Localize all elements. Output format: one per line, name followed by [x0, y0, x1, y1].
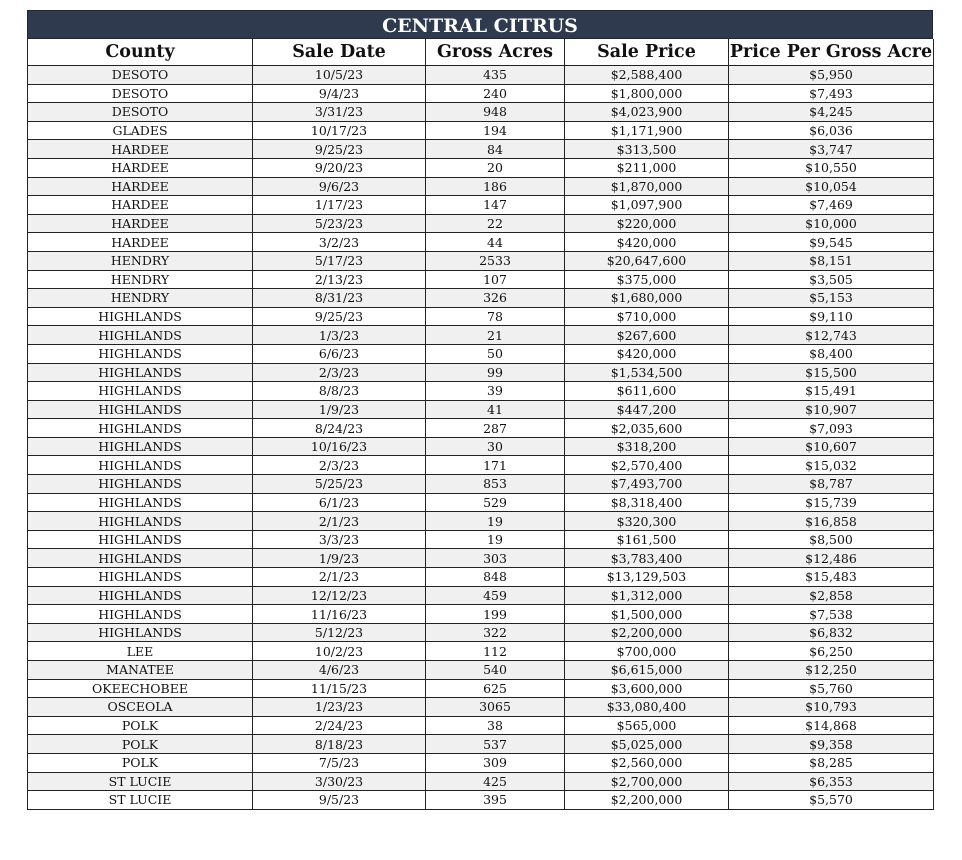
county-cell: LEE [28, 642, 253, 661]
sale-price-cell: $2,588,400 [565, 66, 729, 85]
price-per-acre-cell: $8,400 [729, 344, 934, 363]
table-row [28, 233, 934, 252]
sale-date-cell: 3/2/23 [253, 233, 426, 252]
sale-date-cell: 8/31/23 [253, 289, 426, 308]
price-per-acre-cell: $9,545 [729, 233, 934, 252]
gross-acres-cell: 107 [426, 270, 565, 289]
price-per-acre-cell: $8,500 [729, 530, 934, 549]
price-per-acre-cell: $5,950 [729, 66, 934, 85]
county-cell: ST LUCIE [28, 772, 253, 791]
gross-acres-cell: 44 [426, 233, 565, 252]
county-cell: HIGHLANDS [28, 568, 253, 587]
table-row [28, 177, 934, 196]
price-per-acre-cell: $7,538 [729, 605, 934, 624]
county-cell: HIGHLANDS [28, 493, 253, 512]
county-cell: HENDRY [28, 289, 253, 308]
gross-acres-cell: 99 [426, 363, 565, 382]
table-row [28, 512, 934, 531]
price-per-acre-cell: $9,358 [729, 735, 934, 754]
sale-date-cell: 10/16/23 [253, 437, 426, 456]
header-gross-acres: Gross Acres [426, 39, 565, 66]
county-cell: DESOTO [28, 84, 253, 103]
gross-acres-cell: 112 [426, 642, 565, 661]
price-per-acre-cell: $5,760 [729, 679, 934, 698]
price-per-acre-cell: $10,607 [729, 437, 934, 456]
sale-date-cell: 9/4/23 [253, 84, 426, 103]
price-per-acre-cell: $6,036 [729, 121, 934, 140]
county-cell: HIGHLANDS [28, 512, 253, 531]
gross-acres-cell: 948 [426, 103, 565, 122]
price-per-acre-cell: $10,793 [729, 698, 934, 717]
table-row [28, 363, 934, 382]
table-row [28, 103, 934, 122]
table-row [28, 568, 934, 587]
county-cell: HIGHLANDS [28, 363, 253, 382]
county-cell: ST LUCIE [28, 791, 253, 810]
sale-price-cell: $700,000 [565, 642, 729, 661]
sale-date-cell: 3/3/23 [253, 530, 426, 549]
sale-price-cell: $3,600,000 [565, 679, 729, 698]
table-row [28, 791, 934, 810]
table-row [28, 493, 934, 512]
county-cell: POLK [28, 716, 253, 735]
sale-date-cell: 1/17/23 [253, 196, 426, 215]
sale-price-cell: $1,534,500 [565, 363, 729, 382]
sale-date-cell: 11/16/23 [253, 605, 426, 624]
price-per-acre-cell: $6,832 [729, 623, 934, 642]
price-per-acre-cell: $3,505 [729, 270, 934, 289]
table-row [28, 326, 934, 345]
sale-price-cell: $420,000 [565, 233, 729, 252]
gross-acres-cell: 39 [426, 382, 565, 401]
sale-date-cell: 2/24/23 [253, 716, 426, 735]
sale-date-cell: 2/1/23 [253, 512, 426, 531]
price-per-acre-cell: $6,250 [729, 642, 934, 661]
sale-date-cell: 5/12/23 [253, 623, 426, 642]
price-per-acre-cell: $6,353 [729, 772, 934, 791]
table-row [28, 642, 934, 661]
sale-date-cell: 9/25/23 [253, 140, 426, 159]
sale-price-cell: $20,647,600 [565, 251, 729, 270]
table-row [28, 66, 934, 85]
table-row [28, 475, 934, 494]
gross-acres-cell: 78 [426, 307, 565, 326]
gross-acres-cell: 287 [426, 419, 565, 438]
table-row [28, 419, 934, 438]
county-cell: HIGHLANDS [28, 326, 253, 345]
sale-price-cell: $5,025,000 [565, 735, 729, 754]
gross-acres-cell: 240 [426, 84, 565, 103]
county-cell: POLK [28, 753, 253, 772]
price-per-acre-cell: $12,743 [729, 326, 934, 345]
county-cell: HARDEE [28, 214, 253, 233]
sale-price-cell: $1,870,000 [565, 177, 729, 196]
sale-date-cell: 2/13/23 [253, 270, 426, 289]
price-per-acre-cell: $10,550 [729, 158, 934, 177]
gross-acres-cell: 30 [426, 437, 565, 456]
gross-acres-cell: 625 [426, 679, 565, 698]
sale-date-cell: 2/3/23 [253, 363, 426, 382]
county-cell: HIGHLANDS [28, 307, 253, 326]
county-cell: HIGHLANDS [28, 549, 253, 568]
price-per-acre-cell: $7,093 [729, 419, 934, 438]
table-row [28, 661, 934, 680]
sale-date-cell: 9/25/23 [253, 307, 426, 326]
price-per-acre-cell: $10,000 [729, 214, 934, 233]
gross-acres-cell: 20 [426, 158, 565, 177]
table-row [28, 586, 934, 605]
sale-date-cell: 5/23/23 [253, 214, 426, 233]
price-per-acre-cell: $15,483 [729, 568, 934, 587]
county-cell: HIGHLANDS [28, 382, 253, 401]
sale-date-cell: 4/6/23 [253, 661, 426, 680]
table-row [28, 158, 934, 177]
gross-acres-cell: 199 [426, 605, 565, 624]
sale-date-cell: 2/1/23 [253, 568, 426, 587]
price-per-acre-cell: $8,787 [729, 475, 934, 494]
gross-acres-cell: 435 [426, 66, 565, 85]
sale-date-cell: 1/9/23 [253, 549, 426, 568]
price-per-acre-cell: $15,491 [729, 382, 934, 401]
header-county: County [28, 39, 253, 66]
sale-price-cell: $2,200,000 [565, 623, 729, 642]
gross-acres-cell: 147 [426, 196, 565, 215]
county-cell: HENDRY [28, 251, 253, 270]
sale-price-cell: $2,200,000 [565, 791, 729, 810]
sale-date-cell: 7/5/23 [253, 753, 426, 772]
sale-date-cell: 12/12/23 [253, 586, 426, 605]
county-cell: HIGHLANDS [28, 530, 253, 549]
sale-date-cell: 1/23/23 [253, 698, 426, 717]
sale-date-cell: 8/18/23 [253, 735, 426, 754]
sale-price-cell: $420,000 [565, 344, 729, 363]
county-cell: OSCEOLA [28, 698, 253, 717]
sale-date-cell: 11/15/23 [253, 679, 426, 698]
sale-price-cell: $565,000 [565, 716, 729, 735]
sale-price-cell: $710,000 [565, 307, 729, 326]
gross-acres-cell: 848 [426, 568, 565, 587]
county-cell: HIGHLANDS [28, 437, 253, 456]
sale-date-cell: 10/17/23 [253, 121, 426, 140]
sale-price-cell: $161,500 [565, 530, 729, 549]
gross-acres-cell: 3065 [426, 698, 565, 717]
sale-price-cell: $320,300 [565, 512, 729, 531]
sale-price-cell: $318,200 [565, 437, 729, 456]
price-per-acre-cell: $4,245 [729, 103, 934, 122]
sale-date-cell: 10/5/23 [253, 66, 426, 85]
sale-date-cell: 2/3/23 [253, 456, 426, 475]
gross-acres-cell: 19 [426, 512, 565, 531]
price-per-acre-cell: $10,907 [729, 400, 934, 419]
table-row [28, 140, 934, 159]
sale-date-cell: 1/3/23 [253, 326, 426, 345]
county-cell: DESOTO [28, 66, 253, 85]
gross-acres-cell: 19 [426, 530, 565, 549]
sale-price-cell: $1,680,000 [565, 289, 729, 308]
table-row [28, 344, 934, 363]
gross-acres-cell: 425 [426, 772, 565, 791]
county-cell: HIGHLANDS [28, 344, 253, 363]
table-row [28, 549, 934, 568]
sale-price-cell: $1,500,000 [565, 605, 729, 624]
gross-acres-cell: 2533 [426, 251, 565, 270]
county-cell: HARDEE [28, 140, 253, 159]
gross-acres-cell: 322 [426, 623, 565, 642]
county-cell: HENDRY [28, 270, 253, 289]
table-row [28, 400, 934, 419]
county-cell: HIGHLANDS [28, 623, 253, 642]
sale-date-cell: 9/5/23 [253, 791, 426, 810]
table-row [28, 623, 934, 642]
table-row [28, 214, 934, 233]
county-cell: MANATEE [28, 661, 253, 680]
table-row [28, 251, 934, 270]
price-per-acre-cell: $15,500 [729, 363, 934, 382]
price-per-acre-cell: $2,858 [729, 586, 934, 605]
sale-date-cell: 1/9/23 [253, 400, 426, 419]
table-row [28, 716, 934, 735]
table-title: CENTRAL CITRUS [27, 10, 933, 39]
price-per-acre-cell: $15,739 [729, 493, 934, 512]
sale-price-cell: $2,560,000 [565, 753, 729, 772]
price-per-acre-cell: $14,868 [729, 716, 934, 735]
gross-acres-cell: 194 [426, 121, 565, 140]
table-row [28, 753, 934, 772]
price-per-acre-cell: $7,493 [729, 84, 934, 103]
sale-price-cell: $267,600 [565, 326, 729, 345]
gross-acres-cell: 459 [426, 586, 565, 605]
gross-acres-cell: 22 [426, 214, 565, 233]
gross-acres-cell: 21 [426, 326, 565, 345]
header-sale-date: Sale Date [253, 39, 426, 66]
sale-price-cell: $1,097,900 [565, 196, 729, 215]
price-per-acre-cell: $9,110 [729, 307, 934, 326]
price-per-acre-cell: $8,285 [729, 753, 934, 772]
table-row [28, 121, 934, 140]
table-row [28, 679, 934, 698]
table-row [28, 289, 934, 308]
sale-date-cell: 3/30/23 [253, 772, 426, 791]
sale-date-cell: 9/20/23 [253, 158, 426, 177]
gross-acres-cell: 303 [426, 549, 565, 568]
sale-price-cell: $8,318,400 [565, 493, 729, 512]
sale-date-cell: 5/25/23 [253, 475, 426, 494]
header-price-per-gross-acre: Price Per Gross Acre [729, 39, 934, 66]
table-row [28, 84, 934, 103]
sale-date-cell: 5/17/23 [253, 251, 426, 270]
gross-acres-cell: 529 [426, 493, 565, 512]
gross-acres-cell: 186 [426, 177, 565, 196]
gross-acres-cell: 309 [426, 753, 565, 772]
price-per-acre-cell: $12,486 [729, 549, 934, 568]
gross-acres-cell: 537 [426, 735, 565, 754]
county-cell: GLADES [28, 121, 253, 140]
sale-price-cell: $211,000 [565, 158, 729, 177]
table-row [28, 530, 934, 549]
table-row [28, 382, 934, 401]
sale-price-cell: $13,129,503 [565, 568, 729, 587]
table-row [28, 456, 934, 475]
sale-date-cell: 9/6/23 [253, 177, 426, 196]
county-cell: HIGHLANDS [28, 400, 253, 419]
county-cell: POLK [28, 735, 253, 754]
price-per-acre-cell: $15,032 [729, 456, 934, 475]
table-body [28, 66, 934, 810]
sale-price-cell: $3,783,400 [565, 549, 729, 568]
county-cell: HARDEE [28, 177, 253, 196]
sale-price-cell: $4,023,900 [565, 103, 729, 122]
county-cell: HIGHLANDS [28, 586, 253, 605]
table-row [28, 698, 934, 717]
price-per-acre-cell: $10,054 [729, 177, 934, 196]
header-row [28, 39, 934, 66]
sale-price-cell: $6,615,000 [565, 661, 729, 680]
table-row [28, 307, 934, 326]
price-per-acre-cell: $5,153 [729, 289, 934, 308]
county-cell: DESOTO [28, 103, 253, 122]
county-cell: HARDEE [28, 233, 253, 252]
sale-price-cell: $1,800,000 [565, 84, 729, 103]
table-row [28, 772, 934, 791]
gross-acres-cell: 171 [426, 456, 565, 475]
price-per-acre-cell: $7,469 [729, 196, 934, 215]
sale-price-cell: $611,600 [565, 382, 729, 401]
sale-price-cell: $2,570,400 [565, 456, 729, 475]
county-cell: HIGHLANDS [28, 456, 253, 475]
gross-acres-cell: 84 [426, 140, 565, 159]
sale-price-cell: $447,200 [565, 400, 729, 419]
table-row [28, 437, 934, 456]
sale-price-cell: $220,000 [565, 214, 729, 233]
county-cell: HIGHLANDS [28, 419, 253, 438]
price-per-acre-cell: $16,858 [729, 512, 934, 531]
table-row [28, 270, 934, 289]
sale-price-cell: $2,035,600 [565, 419, 729, 438]
gross-acres-cell: 853 [426, 475, 565, 494]
sale-date-cell: 10/2/23 [253, 642, 426, 661]
sale-price-cell: $7,493,700 [565, 475, 729, 494]
county-cell: HARDEE [28, 158, 253, 177]
sale-price-cell: $2,700,000 [565, 772, 729, 791]
sale-price-cell: $1,312,000 [565, 586, 729, 605]
table-row [28, 605, 934, 624]
gross-acres-cell: 540 [426, 661, 565, 680]
county-cell: HIGHLANDS [28, 475, 253, 494]
sale-price-cell: $33,080,400 [565, 698, 729, 717]
sale-date-cell: 6/6/23 [253, 344, 426, 363]
sales-sheet [27, 10, 933, 810]
gross-acres-cell: 41 [426, 400, 565, 419]
sale-date-cell: 6/1/23 [253, 493, 426, 512]
sale-price-cell: $1,171,900 [565, 121, 729, 140]
price-per-acre-cell: $5,570 [729, 791, 934, 810]
gross-acres-cell: 326 [426, 289, 565, 308]
sale-date-cell: 8/24/23 [253, 419, 426, 438]
price-per-acre-cell: $8,151 [729, 251, 934, 270]
sale-price-cell: $375,000 [565, 270, 729, 289]
gross-acres-cell: 50 [426, 344, 565, 363]
sale-date-cell: 8/8/23 [253, 382, 426, 401]
sales-table [27, 39, 934, 810]
county-cell: OKEECHOBEE [28, 679, 253, 698]
county-cell: HIGHLANDS [28, 605, 253, 624]
gross-acres-cell: 395 [426, 791, 565, 810]
sale-date-cell: 3/31/23 [253, 103, 426, 122]
header-sale-price: Sale Price [565, 39, 729, 66]
table-row [28, 735, 934, 754]
sale-price-cell: $313,500 [565, 140, 729, 159]
table-row [28, 196, 934, 215]
price-per-acre-cell: $3,747 [729, 140, 934, 159]
price-per-acre-cell: $12,250 [729, 661, 934, 680]
gross-acres-cell: 38 [426, 716, 565, 735]
county-cell: HARDEE [28, 196, 253, 215]
